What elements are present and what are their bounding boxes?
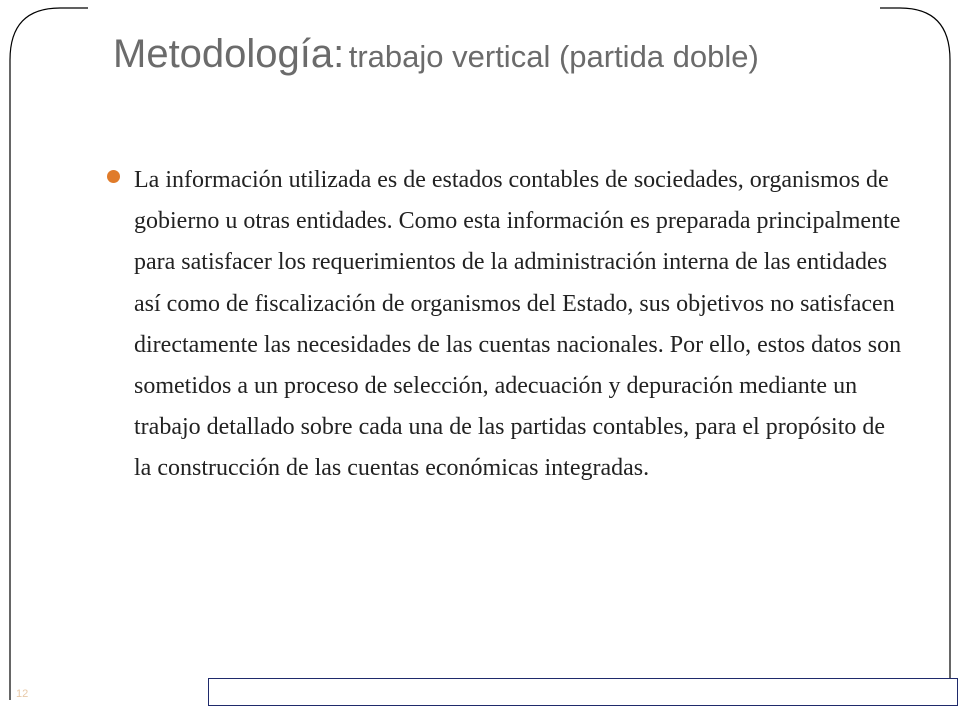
- bullet-text: La información utilizada es de estados contables de sociedades, organismos de gobierno u otras entidades. Como esta información es preparada principalmente para satisfacer los requerimientos de la administración interna de las entidades así como de fiscalización de organismos del Estado, sus objetivos no satisfacen directamente las necesidades de las cuentas nacionales. Por ello, estos datos son sometidos a un proceso de selección, adecuación y depuración mediante un trabajo detallado sobre cada una de las partidas contables, para el propósito de la construcción de las cuentas económicas integradas.: [134, 167, 902, 482]
- bullet-item: [107, 160, 907, 490]
- title-main: Metodología:: [113, 32, 345, 76]
- slide-number: 12: [16, 688, 29, 700]
- slide-title: [113, 30, 903, 78]
- bullet-list: [107, 160, 907, 490]
- bullet-dot-icon: [107, 170, 120, 183]
- title-sub: trabajo vertical (partida doble): [348, 39, 759, 74]
- footer-bar: [208, 678, 958, 706]
